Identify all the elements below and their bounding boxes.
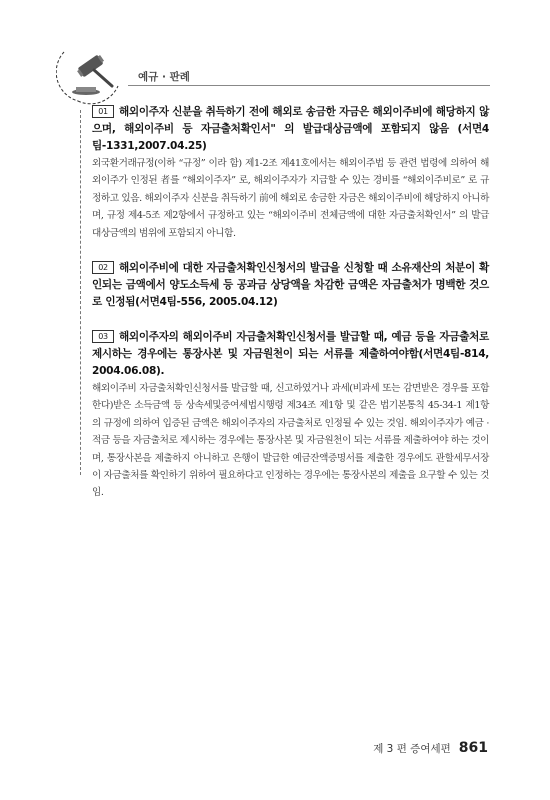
page-number: 861 (458, 740, 488, 756)
content-side-rule (80, 110, 81, 475)
gavel-icon (56, 46, 126, 106)
ruling-question (92, 104, 489, 155)
footer-section-label: 제 3 편 증여세편 (373, 743, 451, 755)
ruling-answer: 외국환거래규정(이하 “규정” 이라 함) 제1-2조 제41호에서는 해외이주법 등 관련 법령에 의하여 해외이주가 인정된 者를 “해외이주자” 로, 해외이주자가 지급할 수 있는 경비를 “해외이주비로” 로 규정하고 있음. 해외이주자 신분을 취득하기 前에 해외로 송금한 자금은 해외이주비에 해당하지 아니하며, 규정 제4-5조 제2항에서 규정하고 있는 “해외이주비 전체금액에 대한 자금출처확인서” 의 발급대상금액의 범위에 포함되지 아니함. (92, 158, 489, 239)
item-number-badge: 02 (92, 261, 114, 274)
header-divider (128, 85, 490, 86)
ruling-question (92, 329, 489, 380)
ruling-item (92, 329, 489, 502)
item-number-badge: 03 (92, 330, 114, 343)
section-header-title: 예규 · 판례 (138, 71, 190, 83)
ruling-question (92, 260, 489, 311)
ruling-answer: 해외이주비 자금출처확인신청서를 발급할 때, 신고하였거나 과세(비과세 또는 감면받은 경우를 포함한다)받은 소득금액 등 상속세및증여세법시행령 제34조 제1항 및 같은 법기본통칙 45-34-1 제1항의 규정에 의하여 입증된 금액은 해외이주자의 자금출처로 인정될 수 있는 것임. 해외이주자가 예금 · 적금 등을 자금출처로 제시하는 경우에는 통장사본 및 자금원천이 되는 서류를 제출하여야 하는 것이며, 통장사본을 제출하지 아니하고 은행이 발급한 예금잔액증명서를 제출한 경우에도 관할세무서장이 자금출처를 확인하기 위하여 필요하다고 인정하는 경우에는 통장사본의 제출을 요구할 수 있는 것임. (92, 383, 489, 499)
ruling-question-text: 해외이주자 신분을 취득하기 전에 해외로 송금한 자금은 해외이주비에 해당하지 않으며, 해외이주비 등 자금출처확인서" 의 발급대상금액에 포함되지 않음 (서면4팀-1331,2007.04.25) (92, 106, 489, 152)
ruling-question-text: 해외이주자의 해외이주비 자금출처확인신청서를 발급할 때, 예금 등을 자금출처로 제시하는 경우에는 통장사본 및 자금원천이 되는 서류를 제출하여야함(서면4팀-814, 2004.06.08). (92, 331, 489, 378)
ruling-question-text: 해외이주비에 대한 자금출처확인신청서의 발급을 신청할 때 소유재산의 처분이 확인되는 금액에서 양도소득세 등 공과금 상당액을 차감한 금액은 자금출처가 명백한 것으로 인정됨(서면4팀-556, 2005.04.12) (92, 262, 489, 309)
ruling-item (92, 260, 489, 311)
ruling-list (92, 104, 489, 502)
item-number-badge: 01 (92, 105, 114, 118)
page-footer (373, 740, 488, 756)
ruling-item (92, 104, 489, 242)
